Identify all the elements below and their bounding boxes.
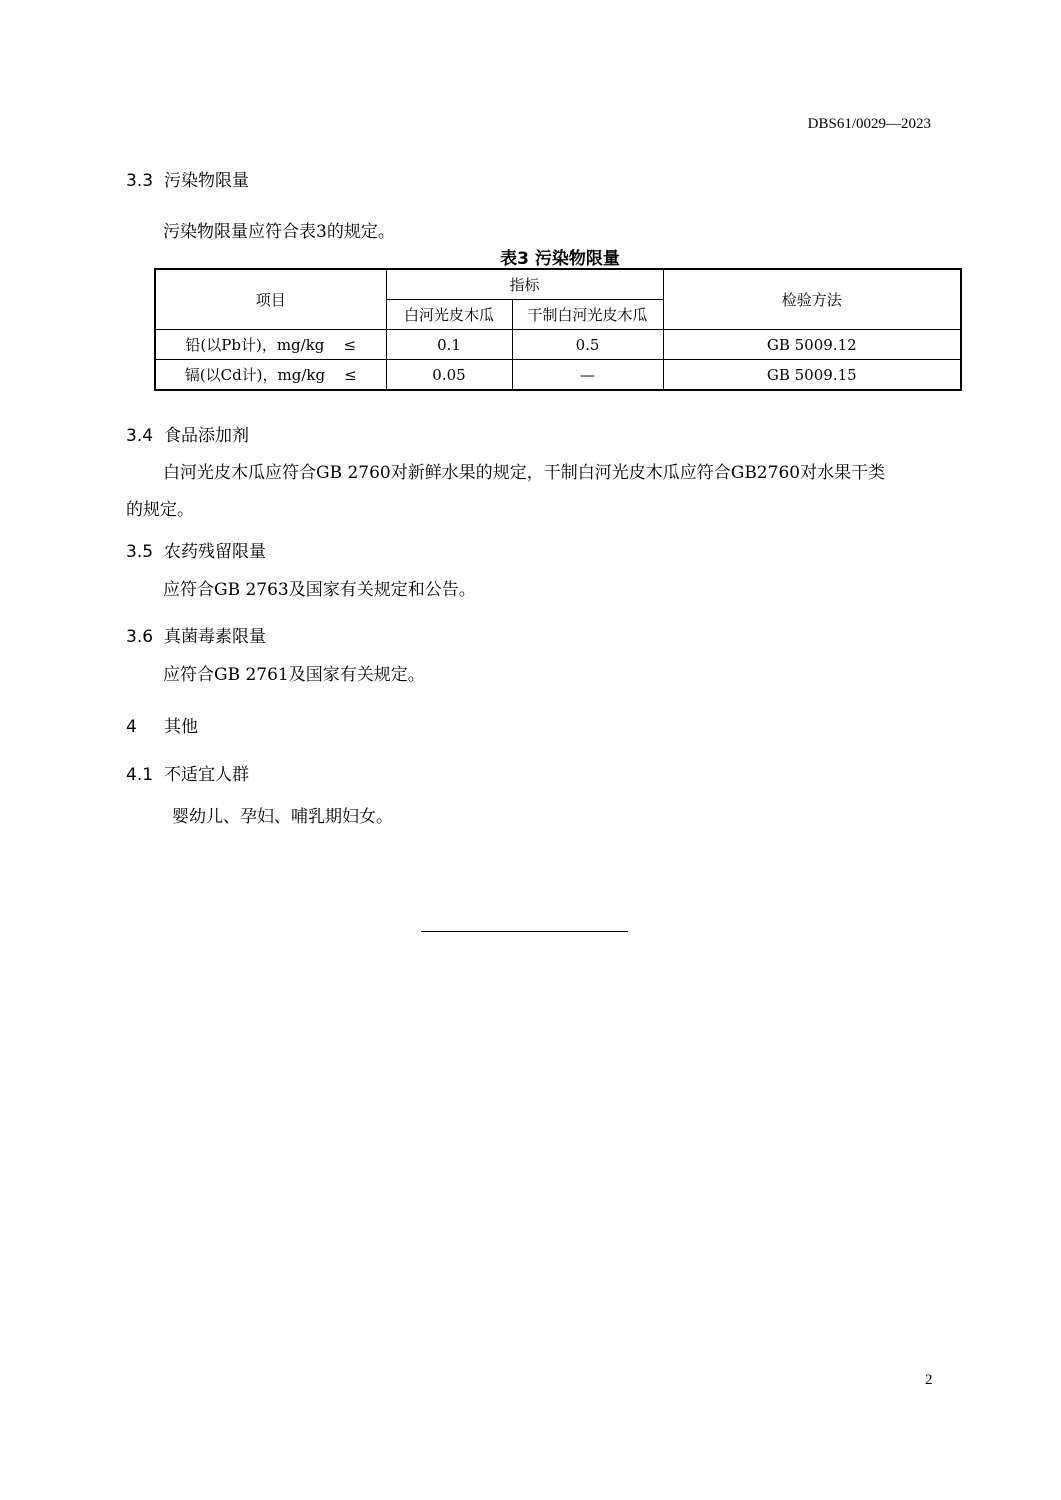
header-fresh: 白河光皮木瓜 (386, 300, 512, 330)
header-item: 项目 (155, 269, 386, 330)
document-code: DBS61/0029—2023 (807, 116, 931, 132)
heading-3-5 (126, 537, 266, 562)
section-number: 4 (126, 717, 137, 737)
cell-method: GB 5009.15 (663, 360, 961, 391)
cell-item-text: 铅(以Pb计)，mg/kg (185, 336, 325, 354)
cell-item-op: ≤ (344, 366, 357, 384)
header-method: 检验方法 (663, 269, 961, 330)
section-title: 农药残留限量 (164, 542, 266, 562)
table-row (155, 330, 961, 360)
paragraph-3-4-line-2: 的规定。 (126, 500, 194, 520)
section-number: 3.5 (126, 542, 154, 562)
cell-item-op: ≤ (343, 336, 357, 354)
paragraph-3-3: 污染物限量应符合表3的规定。 (163, 222, 395, 242)
end-rule (421, 931, 628, 932)
cell-dried: — (512, 360, 663, 391)
section-title: 其他 (164, 717, 198, 737)
section-title: 污染物限量 (164, 171, 249, 191)
cell-fresh: 0.1 (386, 330, 512, 360)
header-indicator: 指标 (386, 269, 663, 300)
table-caption: 表3 污染物限量 (500, 249, 620, 269)
cell-dried: 0.5 (512, 330, 663, 360)
section-number: 3.6 (126, 627, 154, 647)
section-number: 3.3 (126, 171, 154, 191)
section-title: 食品添加剂 (164, 426, 249, 446)
cell-fresh: 0.05 (386, 360, 512, 391)
heading-4 (126, 712, 198, 737)
heading-4-1 (126, 760, 249, 785)
table-row (155, 360, 961, 391)
page-number: 2 (925, 1372, 933, 1388)
cell-item (155, 330, 386, 360)
section-number: 4.1 (126, 765, 154, 785)
cell-item (155, 360, 386, 391)
section-title: 真菌毒素限量 (164, 627, 266, 647)
contaminant-limits-table (154, 268, 962, 391)
paragraph-3-4-line-1: 白河光皮木瓜应符合GB 2760对新鲜水果的规定，干制白河光皮木瓜应符合GB2760对水果干类 (163, 463, 886, 483)
cell-item-text: 镉(以Cd计)，mg/kg (184, 366, 326, 384)
heading-3-4 (126, 421, 249, 446)
paragraph-4-1: 婴幼儿、孕妇、哺乳期妇女。 (172, 807, 393, 827)
heading-3-3 (126, 166, 249, 191)
section-number: 3.4 (126, 426, 154, 446)
header-dried: 干制白河光皮木瓜 (512, 300, 663, 330)
cell-method: GB 5009.12 (663, 330, 961, 360)
table-header-row (155, 269, 961, 300)
paragraph-3-6: 应符合GB 2761及国家有关规定。 (163, 665, 425, 685)
paragraph-3-5: 应符合GB 2763及国家有关规定和公告。 (163, 580, 476, 600)
heading-3-6 (126, 622, 266, 647)
section-title: 不适宜人群 (164, 765, 249, 785)
